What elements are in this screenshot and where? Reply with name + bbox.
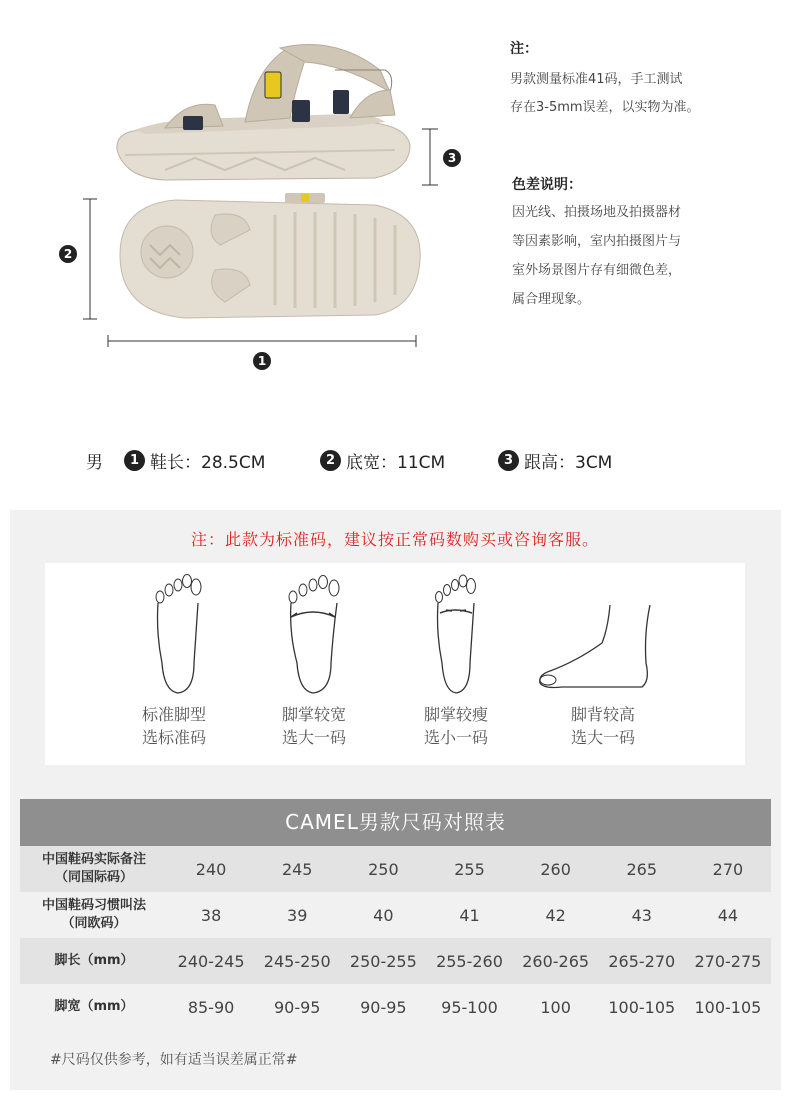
size-disclaimer: #尺码仅供参考，如有适当误差属正常# [50, 1052, 298, 1068]
table-cell: 95-100 [441, 997, 498, 1017]
table-cell: 85-90 [187, 997, 235, 1017]
table-cell: 90-95 [273, 997, 321, 1017]
table-cell: 100-105 [694, 997, 762, 1017]
table-cell: 43 [631, 905, 652, 925]
badge-1: 1 [253, 352, 271, 370]
spec-heel [498, 448, 612, 473]
row-label [20, 851, 168, 887]
shoe-length-line [107, 333, 417, 349]
foot-caption-2-line-1: 脚掌较宽 [281, 705, 346, 724]
foot-caption-1-line-1: 标准脚型 [141, 705, 206, 724]
badge-3: 3 [443, 149, 461, 167]
spec-badge-1: 1 [124, 450, 145, 471]
table-row [20, 984, 771, 1030]
table-cell: 44 [717, 905, 739, 925]
foot-caption-4-line-2: 选大一码 [570, 728, 635, 747]
table-cell: 260-265 [522, 951, 590, 971]
row-label-line-1: 中国鞋码习惯叫法 [41, 898, 146, 913]
foot-standard-icon [148, 573, 208, 695]
table-cell: 39 [287, 905, 308, 925]
table-cell: 265 [626, 859, 658, 879]
heel-height-line [420, 128, 440, 186]
foot-caption-2 [254, 703, 374, 749]
foot-narrow-icon [428, 573, 482, 695]
table-cell: 42 [545, 905, 566, 925]
spec-width [320, 448, 445, 473]
badge-2: 2 [59, 245, 77, 263]
table-row [20, 938, 771, 984]
measurement-note-line-1: 男款测量标准41码，手工测试 [510, 72, 683, 87]
note-title: 注： [510, 41, 538, 57]
row-label-line-2: （同国际码） [54, 870, 133, 885]
color-note-line-4: 属合理现象。 [512, 292, 591, 307]
spec-gender: 男 [86, 453, 103, 473]
foot-caption-3-line-2: 选小一码 [423, 728, 488, 747]
spec-badge-2: 2 [320, 450, 341, 471]
table-cell: 240-245 [177, 951, 245, 971]
foot-caption-4-line-1: 脚背较高 [570, 705, 635, 724]
row-label: 脚宽（mm） [54, 999, 134, 1014]
foot-high-instep-icon [532, 603, 657, 693]
foot-caption-3-line-1: 脚掌较瘦 [423, 705, 488, 724]
sandal-sole-image [105, 190, 425, 325]
table-row [20, 892, 771, 938]
size-advice: 注：此款为标准码，建议按正常码数购买或咨询客服。 [190, 530, 599, 549]
spec-length [124, 448, 265, 473]
spec-width-text: 底宽：11CM [346, 453, 446, 473]
color-note [512, 198, 772, 314]
color-note-line-1: 因光线、拍摄场地及拍摄器材 [512, 205, 682, 220]
table-cell: 265-270 [608, 951, 676, 971]
spec-badge-3: 3 [498, 450, 519, 471]
row-label-line-1: 中国鞋码实际备注 [41, 852, 146, 867]
table-cell: 38 [200, 905, 222, 925]
foot-caption-4 [543, 703, 663, 749]
table-row [20, 846, 771, 892]
table-cell: 270 [712, 859, 744, 879]
foot-caption-1-line-2: 选标准码 [141, 728, 206, 747]
size-table-title: CAMEL男款尺码对照表 [20, 799, 771, 846]
table-cell: 250-255 [349, 951, 417, 971]
table-cell: 240 [195, 859, 227, 879]
row-label: 脚长（mm） [54, 953, 134, 968]
table-cell: 245 [281, 859, 313, 879]
foot-caption-3 [396, 703, 516, 749]
table-cell: 40 [373, 905, 394, 925]
measurement-note [510, 66, 780, 122]
sole-width-line [80, 198, 100, 320]
table-cell: 245-250 [263, 951, 331, 971]
foot-wide-icon [283, 573, 345, 695]
spec-length-text: 鞋长：28.5CM [150, 453, 266, 473]
sandal-side-image [105, 30, 425, 190]
foot-caption-1 [114, 703, 234, 749]
table-cell: 90-95 [360, 997, 407, 1017]
color-note-line-2: 等因素影响，室内拍摄图片与 [512, 234, 682, 249]
size-table [20, 799, 771, 1030]
table-cell: 260 [540, 859, 571, 879]
row-label [20, 897, 168, 933]
table-cell: 100-105 [608, 997, 676, 1017]
spec-heel-text: 跟高：3CM [524, 453, 613, 473]
table-cell: 270-275 [694, 951, 762, 971]
table-cell: 100 [540, 997, 571, 1017]
table-cell: 255-260 [436, 951, 503, 971]
foot-caption-2-line-2: 选大一码 [281, 728, 346, 747]
measurement-note-line-2: 存在3-5mm误差，以实物为准。 [510, 100, 700, 115]
color-note-line-3: 室外场景图片存有细微色差， [512, 263, 682, 278]
color-note-title: 色差说明： [512, 177, 582, 193]
row-label-line-2: （同欧码） [61, 916, 127, 931]
table-cell: 255 [454, 859, 485, 879]
table-cell: 41 [459, 905, 480, 925]
table-cell: 250 [368, 859, 399, 879]
